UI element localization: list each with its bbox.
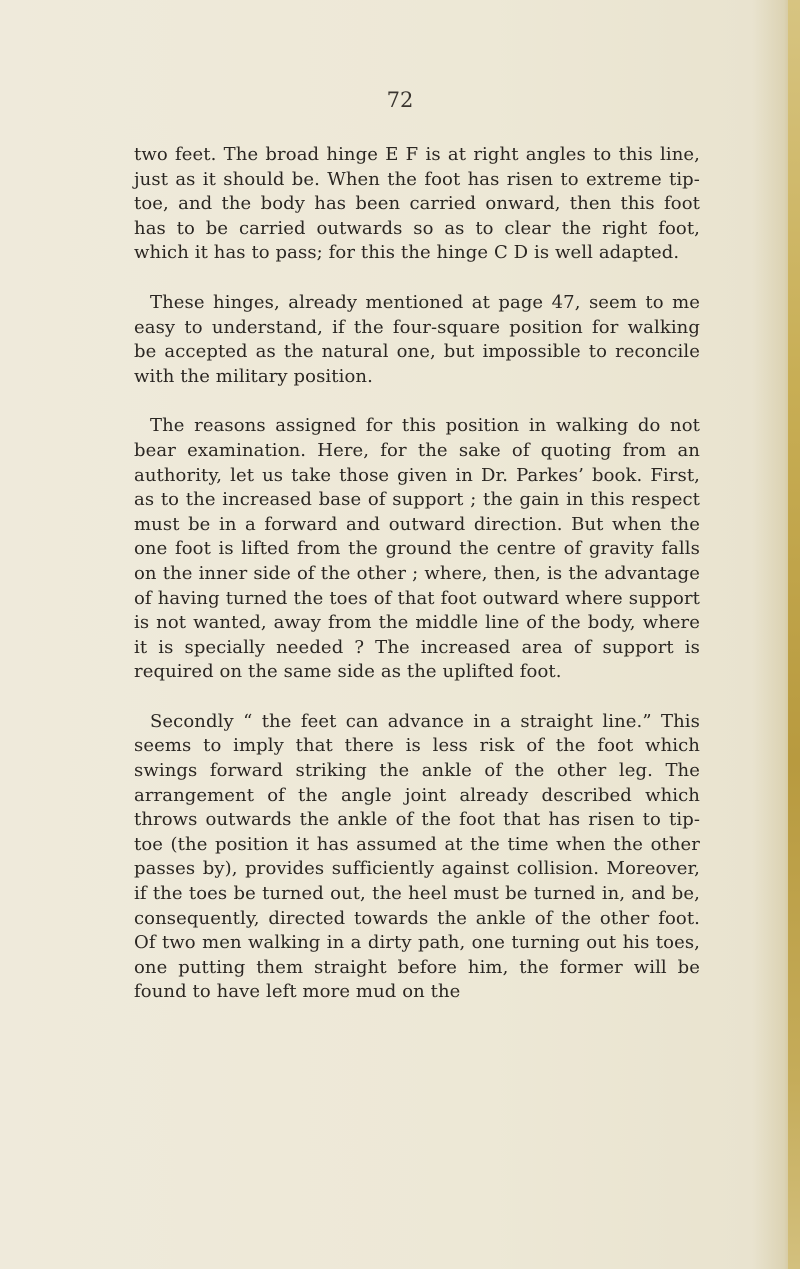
paragraph-2: These hinges, already mentioned at page 47, seem to me easy to understand, if the four-square position for walking be accepted as the natural one, but impossible to reconcile with the military position. <box>134 291 700 387</box>
paragraph-1: two feet. The broad hinge E F is at right angles to this line, just as it should be. When the foot has risen to extreme tip-toe, and the body has been carried onward, then this foot has to be carried outwards so as to clear the right foot, which it has to pass; for this the hinge C D is well adapted. <box>134 144 700 264</box>
page-number: 72 <box>386 88 414 112</box>
body-text <box>134 143 700 1030</box>
page-edge <box>788 0 800 1269</box>
paragraph-3: The reasons assigned for this position in walking do not bear examination. Here, for the sake of quoting from an authority, let us take those given in Dr. Parkes’ book. First, as to the increased base of support ; the gain in this respect must be in a forward and outward direction. But when the one foot is lifted from the ground the centre of gravity falls on the inner side of the other ; where, then, is the advantage of having turned the toes of that foot outward where support is not wanted, away from the middle line of the body, where it is specially needed ? The increased area of support is required on the same side as the uplifted foot. <box>134 415 700 683</box>
paragraph-4: Secondly “ the feet can advance in a straight line.” This seems to imply that there is less risk of the foot which swings forward striking the ankle of the other leg. The arrangement of the angle joint already described which throws outwards the ankle of the foot that has risen to tip-toe (the position it has assumed at the time when the other passes by), provides sufficiently against collision. Moreover, if the toes be turned out, the heel must be turned in, and be, consequently, directed towards the ankle of the other foot. Of two men walking in a dirty path, one turning out his toes, one putting them straight before him, the former will be found to have left more mud on the <box>134 710 700 1003</box>
